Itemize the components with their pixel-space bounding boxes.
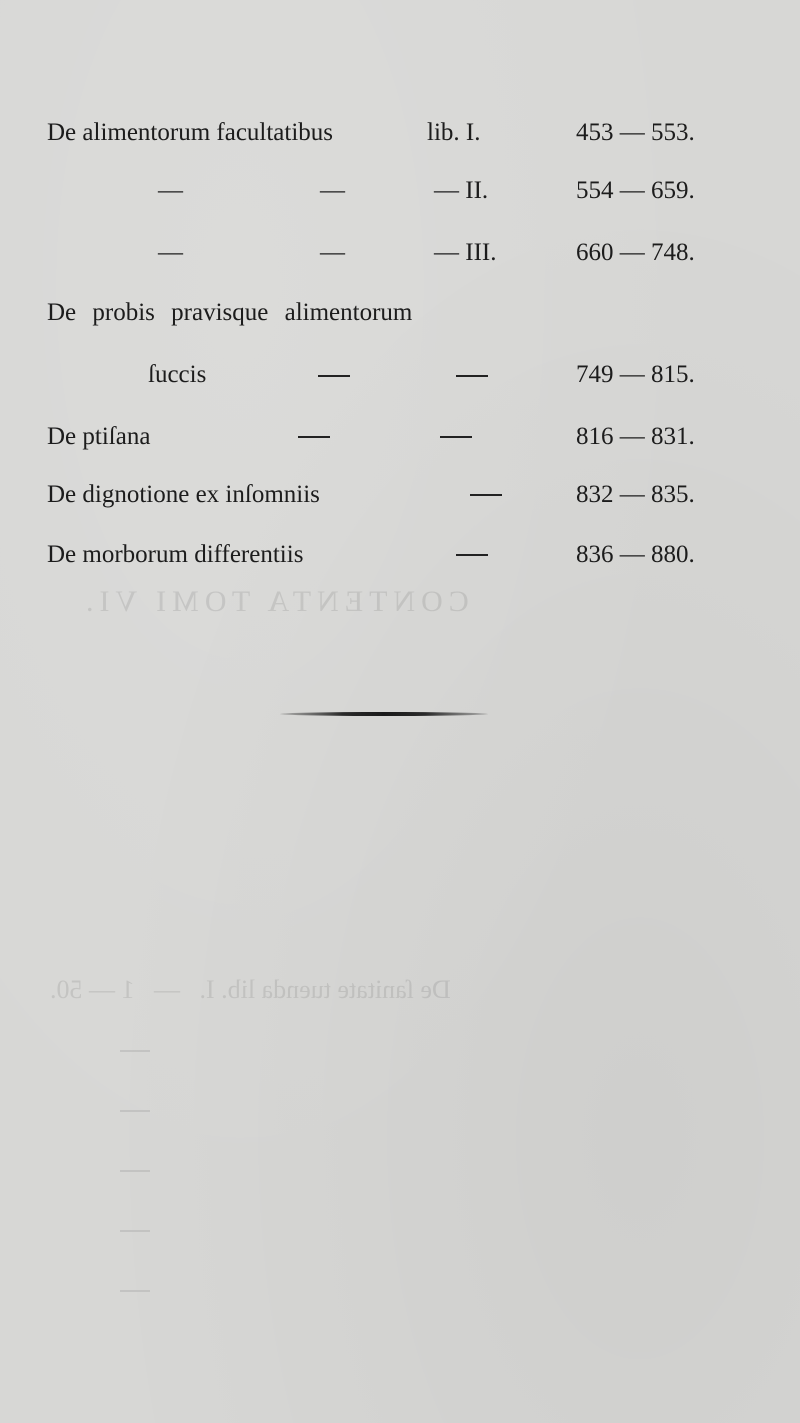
ditto-dash: [470, 494, 502, 496]
entry-book-label: — II.: [434, 177, 489, 204]
ditto-dash: —: [320, 239, 345, 266]
entry-page-range: 836 — 880.: [576, 541, 695, 568]
bleed-through-line: De ſanitate tuenda lib. I. — 1 — 50.: [50, 975, 451, 1004]
bleed-through-dash: [120, 1170, 150, 1172]
entry-page-range: 453 — 553.: [576, 119, 695, 146]
entry-book-label: — III.: [434, 239, 497, 266]
ditto-dash: [440, 436, 472, 438]
entry-book-label: lib. I.: [427, 119, 481, 146]
entry-title: De alimentorum facultatibus: [47, 119, 334, 146]
entry-title: De ptiſana: [47, 423, 151, 450]
decorative-rule: [280, 712, 488, 716]
ditto-dash: —: [158, 177, 183, 204]
ditto-dash: —: [158, 239, 183, 266]
entry-page-range: 816 — 831.: [576, 423, 695, 450]
bleed-through-dash: [120, 1230, 150, 1232]
ditto-dash: [456, 375, 488, 377]
bleed-through-dash: [120, 1290, 150, 1292]
entry-title: De morborum differentiis: [47, 541, 304, 568]
ditto-dash: —: [320, 177, 345, 204]
ditto-dash: [456, 554, 488, 556]
ditto-dash: [298, 436, 330, 438]
ditto-dash: [318, 375, 350, 377]
entry-page-range: 554 — 659.: [576, 177, 695, 204]
entry-page-range: 749 — 815.: [576, 361, 695, 388]
bleed-through-heading: CONTENTA TOMI VI.: [80, 585, 469, 618]
entry-title: De probis pravisque alimentorum: [47, 299, 413, 326]
entry-title-continued: ſuccis: [148, 361, 207, 388]
bleed-through-dash: [120, 1110, 150, 1112]
entry-title: De dignotione ex inſomniis: [47, 481, 320, 508]
entry-page-range: 832 — 835.: [576, 481, 695, 508]
bleed-through-dash: [120, 1050, 150, 1052]
entry-page-range: 660 — 748.: [576, 239, 695, 266]
